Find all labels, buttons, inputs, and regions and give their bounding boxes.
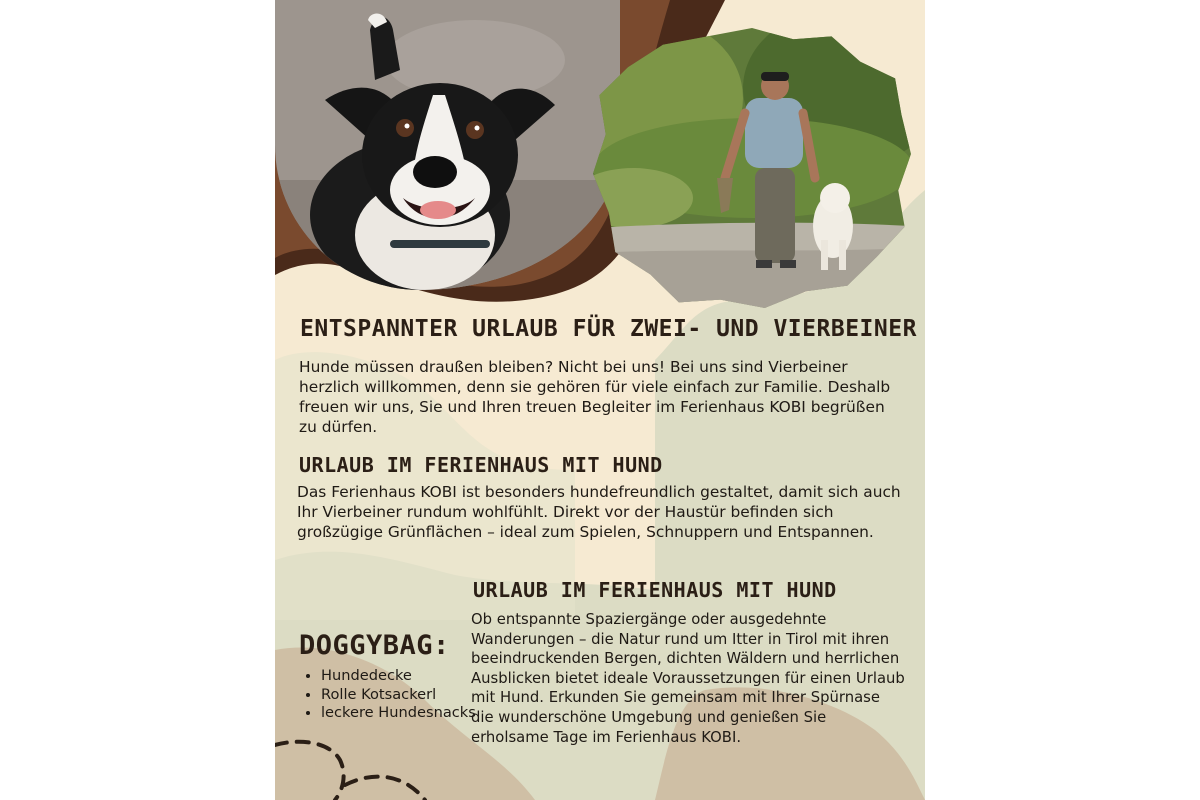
nature-text: Ob entspannte Spaziergänge oder ausgedehnte Wanderungen – die Natur rund um Itter in Tirol mit ihren beeindruckenden Bergen, dichten Wäldern und herrlichen Ausblicken bietet ideale Voraussetzungen für einen Urlaub mit Hund. Erkunden Sie gemeinsam mit Ihrer Spürnase die wunderschöne Umgebung und genießen Sie erholsame Tage im Ferienhaus KOBI. (471, 611, 905, 746)
house-title: URLAUB IM FERIENHAUS MIT HUND (299, 453, 663, 477)
flyer-page (275, 0, 925, 800)
house-text: Das Ferienhaus KOBI ist besonders hundefreundlich gestaltet, damit sich auch Ihr Vierbeiner rundum wohlfühlt. Direkt vor der Haustür befinden sich großzügige Grünflächen – ideal zum Spielen, Schnuppern und Entspannen. (297, 483, 901, 541)
hiker-with-dog-photo (593, 28, 911, 308)
doggybag-title: DOGGYBAG: (299, 630, 450, 661)
list-item: • Hundedecke (321, 667, 491, 686)
doggybag-list (299, 667, 491, 723)
list-item: • leckere Hundesnacks (321, 704, 491, 723)
intro-text: Hunde müssen draußen bleiben? Nicht bei uns! Bei uns sind Vierbeiner herzlich willkommen, denn sie gehören für viele einfach zur Familie. Deshalb freuen wir uns, Sie und Ihren treuen Begleiter im Ferienhaus KOBI begrüßen zu dürfen. (299, 358, 891, 436)
nature-title: URLAUB IM FERIENHAUS MIT HUND (473, 578, 837, 602)
intro-title: ENTSPANNTER URLAUB FÜR ZWEI- UND VIERBEINER (300, 316, 917, 342)
list-item: • Rolle Kotsackerl (321, 686, 491, 705)
